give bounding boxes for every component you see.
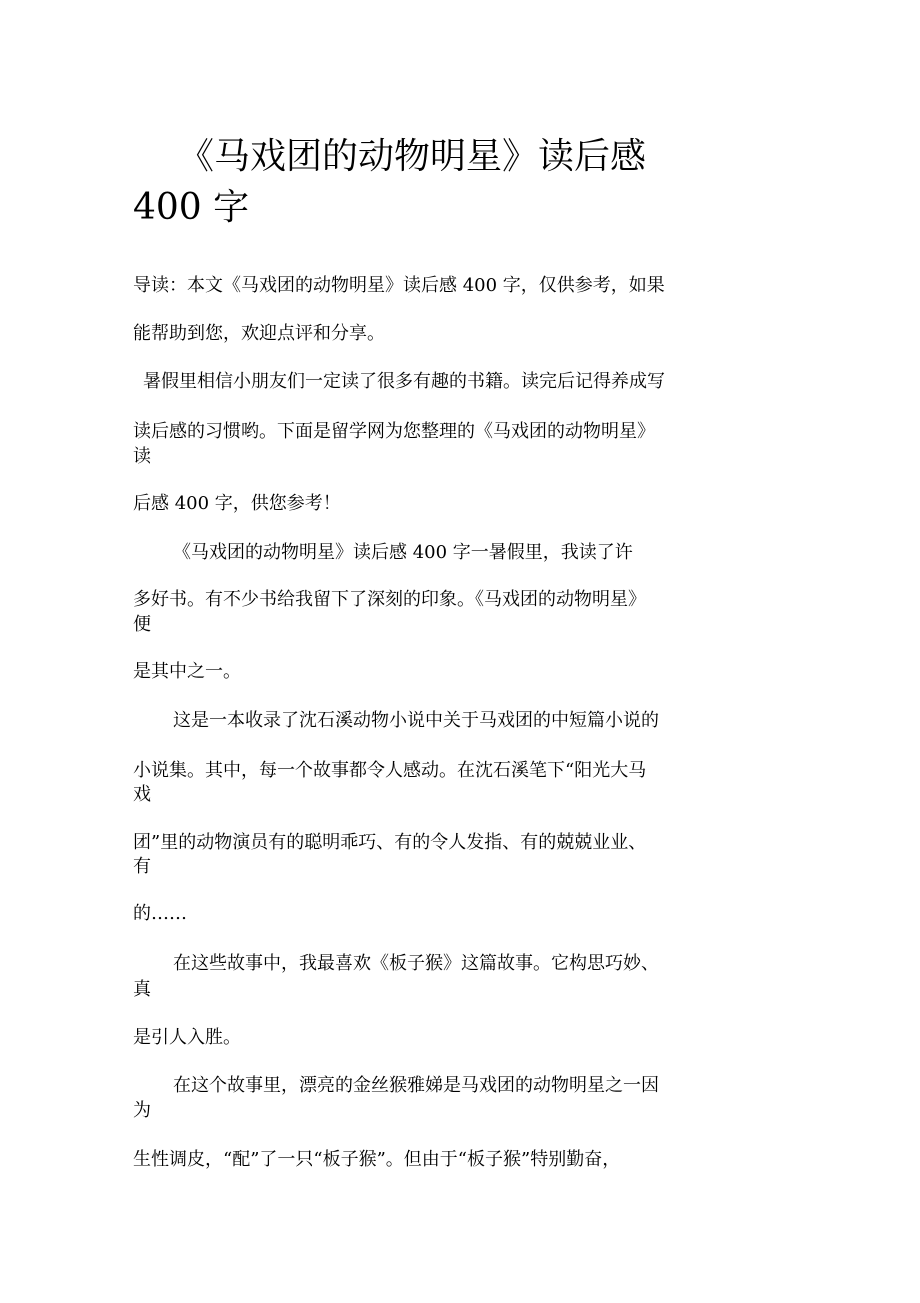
text-line: 导读：本文《马戏团的动物明星》读后感 400 字，仅供参考，如果 xyxy=(133,275,665,296)
text-line: 有 xyxy=(133,856,151,877)
text-line: 这是一本收录了沈石溪动物小说中关于马戏团的中短篇小说的 xyxy=(173,710,659,731)
text-line: 多好书。有不少书给我留下了深刻的印象。《马戏团的动物明星》 xyxy=(133,589,646,610)
text-line: 的…… xyxy=(133,903,187,924)
text-line: 是引人入胜。 xyxy=(133,1027,241,1048)
text-line: 小说集。其中，每一个故事都令人感动。在沈石溪笔下“阳光大马 xyxy=(133,760,647,781)
document-title-line-1: 《马戏团的动物明星》读后感 xyxy=(178,136,647,177)
text-line: 为 xyxy=(133,1100,151,1121)
text-line: 生性调皮，“配”了一只“板子猴”。但由于“板子猴”特别勤奋， xyxy=(133,1149,621,1170)
text-line: 戏 xyxy=(133,784,151,805)
text-line: 团”里的动物演员有的聪明乖巧、有的令人发指、有的兢兢业业、 xyxy=(133,832,647,853)
text-line: 读 xyxy=(133,446,151,467)
text-line: 真 xyxy=(133,979,151,1000)
text-line: 能帮助到您，欢迎点评和分享。 xyxy=(133,323,385,344)
text-line: 暑假里相信小朋友们一定读了很多有趣的书籍。读完后记得养成写 xyxy=(143,371,665,392)
text-line: 是其中之一。 xyxy=(133,661,241,682)
document-title-line-2: 400 字 xyxy=(133,187,250,228)
text-line: 后感 400 字，供您参考！ xyxy=(133,493,341,514)
text-line: 便 xyxy=(133,614,151,635)
text-line: 在这些故事中，我最喜欢《板子猴》这篇故事。它构思巧妙、 xyxy=(173,953,659,974)
text-line: 读后感的习惯哟。下面是留学网为您整理的《马戏团的动物明星》 xyxy=(133,421,655,442)
text-line: 在这个故事里，漂亮的金丝猴雅娣是马戏团的动物明星之一因 xyxy=(173,1075,659,1096)
text-line: 《马戏团的动物明星》读后感 400 字一暑假里，我读了许 xyxy=(173,542,633,563)
